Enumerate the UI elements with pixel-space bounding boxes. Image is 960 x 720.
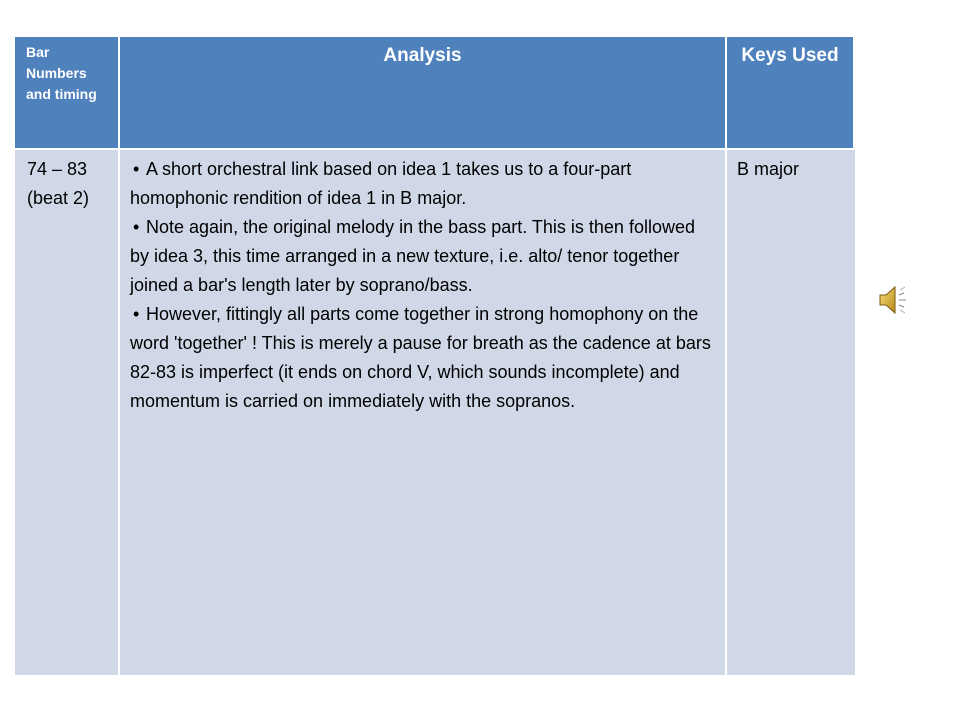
analysis-text-2: Note again, the original melody in the bass part. This is then followed by idea 3, this time arranged in a new texture, i.e. alto/ tenor together joined a bar's length later by soprano/bass. xyxy=(130,217,695,295)
bullet-marker: • xyxy=(133,217,140,237)
keys-used-cell: B major xyxy=(727,150,855,677)
analysis-text-1: A short orchestral link based on idea 1 takes us to a four-part homophonic rendition of idea 1 in B major. xyxy=(130,159,632,208)
analysis-bullet-1 xyxy=(130,155,715,213)
analysis-bullet-3 xyxy=(130,300,715,416)
bullet-marker: • xyxy=(133,304,140,324)
bar-numbers-cell xyxy=(15,150,120,677)
analysis-cell xyxy=(120,150,727,677)
header-bar-numbers: Bar Numbers and timing xyxy=(15,37,120,150)
analysis-bullet-2 xyxy=(130,213,715,300)
header-analysis: Analysis xyxy=(120,37,727,150)
header-keys-used: Keys Used xyxy=(727,37,855,150)
analysis-table xyxy=(15,37,855,677)
speaker-glyph xyxy=(878,284,912,316)
analysis-text-3: However, fittingly all parts come together in strong homophony on the word 'together' ! This is merely a pause for breath as the cadence at bars 82-83 is imperfect (it ends on chord V, which sounds incomplete) and momentum is carried on immediately with the sopranos. xyxy=(130,304,711,411)
bar-beat: (beat 2) xyxy=(27,188,90,208)
speaker-icon[interactable] xyxy=(878,284,912,316)
bullet-marker: • xyxy=(133,159,140,179)
bar-range: 74 – 83 xyxy=(27,159,88,179)
